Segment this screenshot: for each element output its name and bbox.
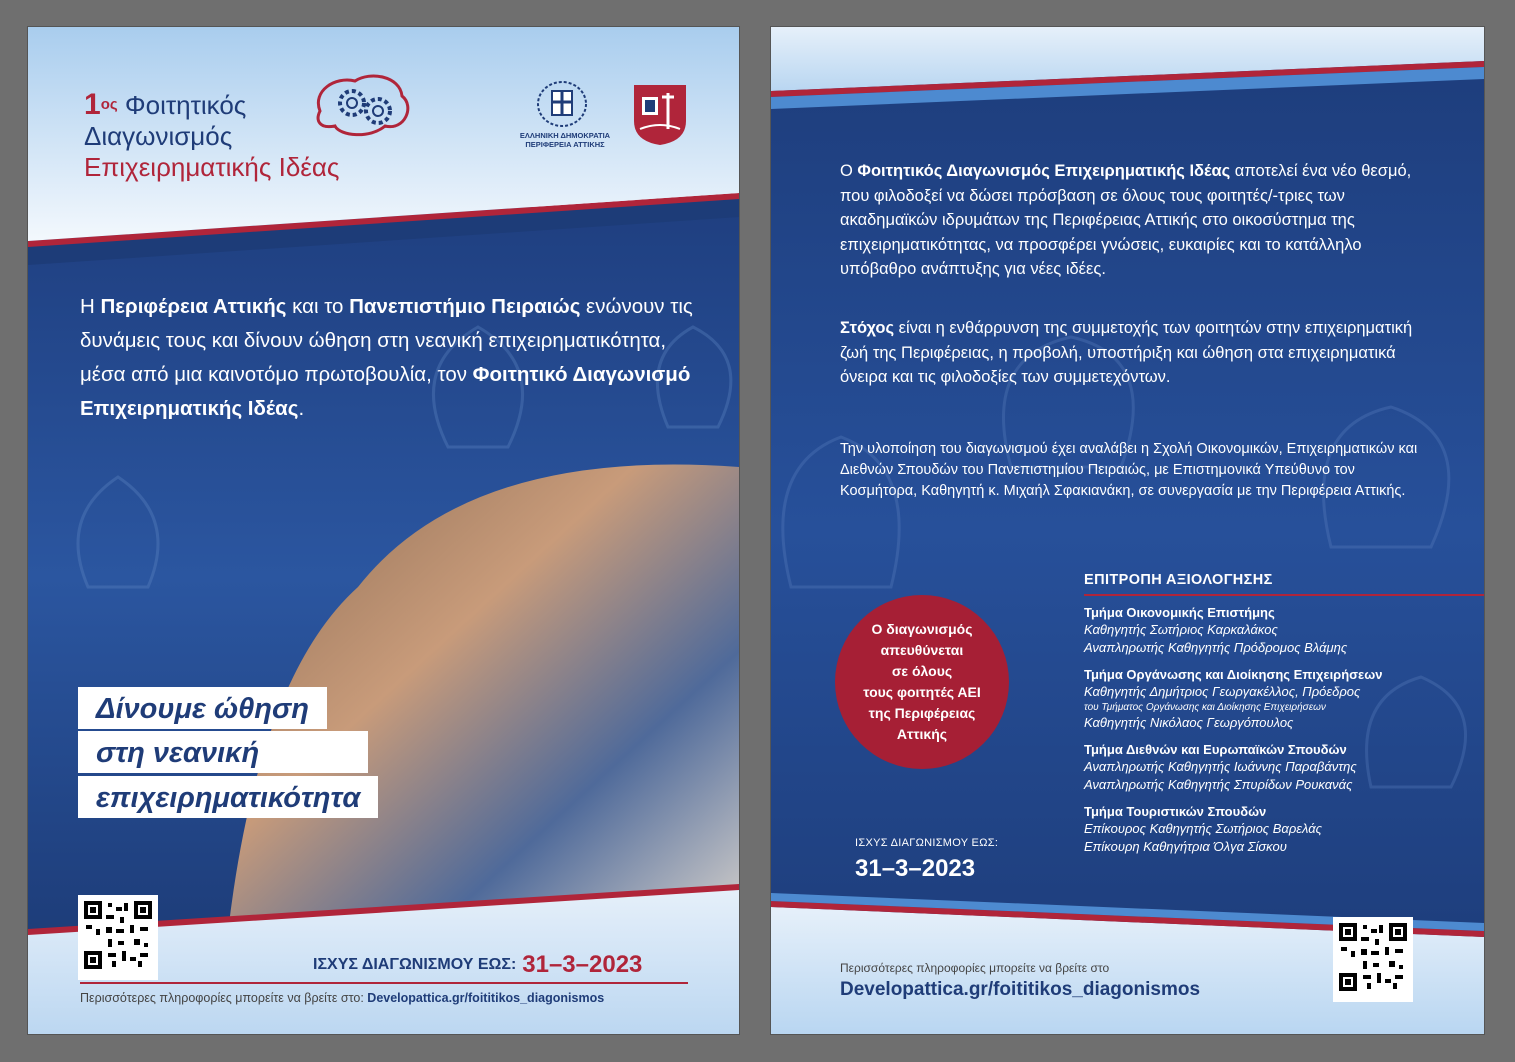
committee-member: Αναπληρωτής Καθηγητής Ιωάννης Παραβάντης bbox=[1084, 759, 1357, 774]
committee-member: Καθηγητής Δημήτριος Γεωργακέλλος, Πρόεδρος bbox=[1084, 684, 1361, 699]
intro-text-3: ενώνουν τις δυνάμεις τους και δίνουν ώθηση στη νεανική επιχειρηματικότητα, μέσα από μια καινοτόμο πρωτοβουλία, τον bbox=[80, 295, 693, 386]
qr-code-icon[interactable] bbox=[78, 895, 158, 980]
intro-bold-university: Πανεπιστήμιο Πειραιώς bbox=[349, 295, 581, 318]
description-paragraph bbox=[840, 159, 1420, 282]
implementation-paragraph: Την υλοποίηση του διαγωνισμού έχει αναλάβει η Σχολή Οικονομικών, Επιχειρηματικών και Διεθνών Σπουδών του Πανεπιστημίου Πειραιώς, με Επιστημονικά Υπεύθυνο τον Κοσμήτορα, Καθηγητή κ. Μιχαήλ Σφακιανάκη, σε συνεργασία με την Περιφέρεια Αττικής. bbox=[840, 441, 1418, 499]
slogan-line-1: Δίνουμε ώθηση bbox=[78, 687, 327, 729]
validity-date: 31–3–2023 bbox=[522, 951, 643, 978]
title-line-3: Επιχειρηματικής Ιδέας bbox=[84, 152, 340, 182]
title-line-1: Φοιτητικός bbox=[117, 90, 247, 120]
goal-paragraph bbox=[840, 316, 1420, 390]
brain-gears-icon bbox=[310, 71, 415, 141]
more-info-label: Περισσότερες πληροφορίες μπορείτε να βρείτε στο: bbox=[80, 991, 368, 1005]
committee-member-note: του Τμήματος Οργάνωσης και Διοίκησης Επιχειρήσεων bbox=[1084, 702, 1326, 713]
slogan-line-3: επιχειρηματικότητα bbox=[78, 776, 378, 818]
audience-line-5: της Περιφέρειας bbox=[868, 705, 976, 721]
audience-line-3: σε όλους bbox=[891, 663, 953, 679]
validity-label-text: ΙΣΧΥΣ ΔΙΑΓΩΝΙΣΜΟΥ ΕΩΣ: bbox=[313, 956, 517, 973]
committee-divider bbox=[1084, 594, 1484, 596]
committee-member: Επίκουρος Καθηγητής Σωτήριος Βαρελάς bbox=[1084, 821, 1322, 836]
department-name: Τμήμα Οργάνωσης και Διοίκησης Επιχειρήσεων bbox=[1084, 667, 1383, 682]
qr-code-graphic bbox=[84, 901, 152, 969]
title-line-2: Διαγωνισμός bbox=[84, 121, 233, 151]
goal-text: είναι η ενθάρρυνση της συμμετοχής των φοιτητών στην επιχειρηματική ζωή της Περιφέρειας, η προβολή, υποστήριξη και ώθηση στα επιχειρηματικά όνειρα και τις φιλοδοξίες των συμμετεχόντων. bbox=[840, 319, 1413, 386]
crest-caption-line-1: ΕΛΛΗΝΙΚΗ ΔΗΜΟΚΡΑΤΙΑ bbox=[519, 131, 611, 140]
committee-title: ΕΠΙΤΡΟΠΗ ΑΞΙΟΛΟΓΗΣΗΣ bbox=[1084, 572, 1273, 588]
committee-member: Καθηγητής Σωτήριος Καρκαλάκος bbox=[1084, 622, 1278, 637]
poster-front-page bbox=[28, 27, 739, 1034]
validity-date-back: 31–3–2023 bbox=[855, 855, 976, 882]
greek-crest-icon bbox=[532, 79, 592, 129]
intro-bold-region: Περιφέρεια Αττικής bbox=[100, 295, 287, 318]
committee-member: Αναπληρωτής Καθηγητής Σπυρίδων Ρουκανάς bbox=[1084, 777, 1353, 792]
slogan-line-2: στη νεανική bbox=[78, 731, 368, 773]
title-number: 1 bbox=[84, 88, 101, 121]
intro-paragraph bbox=[80, 290, 700, 426]
more-info bbox=[80, 991, 604, 1005]
intro-text-1: Η bbox=[80, 295, 101, 318]
committee-member: Επίκουρη Καθηγήτρια Όλγα Σίσκου bbox=[1084, 839, 1287, 854]
more-info-back-label: Περισσότερες πληροφορίες μπορείτε να βρείτε στο bbox=[840, 961, 1110, 975]
audience-line-1: Ο διαγωνισμός bbox=[871, 621, 973, 637]
audience-line-6: Αττικής bbox=[896, 726, 948, 742]
crest-caption-line-2: ΠΕΡΙΦΕΡΕΙΑ ΑΤΤΙΚΗΣ bbox=[525, 140, 605, 149]
intro-text-4: . bbox=[298, 397, 305, 420]
evaluation-committee bbox=[1084, 572, 1484, 856]
qr-code-icon[interactable] bbox=[1333, 917, 1413, 1002]
contest-title bbox=[84, 89, 339, 183]
crest-caption bbox=[510, 131, 620, 149]
goal-bold: Στόχος bbox=[840, 319, 895, 337]
department-name: Τμήμα Τουριστικών Σπουδών bbox=[1084, 804, 1267, 819]
desc-text-1: Ο bbox=[840, 162, 858, 180]
title-ordinal: ος bbox=[100, 96, 118, 113]
department-name: Τμήμα Διεθνών και Ευρωπαϊκών Σπουδών bbox=[1084, 742, 1347, 757]
validity-label bbox=[313, 951, 642, 979]
desc-text-2: αποτελεί ένα νέο θεσμό, που φιλοδοξεί να δώσει πρόσβαση σε όλους τους φοιτητές/-τριες των ακαδημαϊκών ιδρυμάτων της Περιφέρειας Αττικής στο οικοσύστημα της επιχειρηματικότητας, να προσφέρει γνώσεις, ευκαιρίες και το κατάλληλο υπόβαθρο ανάπτυξης για νέες ιδέες. bbox=[840, 162, 1412, 278]
audience-badge bbox=[835, 595, 1009, 769]
committee-member: Αναπληρωτής Καθηγητής Πρόδρομος Βλάμης bbox=[1084, 640, 1348, 655]
qr-code-graphic bbox=[1339, 923, 1407, 991]
desc-bold-contest: Φοιτητικός Διαγωνισμός Επιχειρηματικής Ιδέας bbox=[857, 162, 1231, 180]
intro-text-2: και το bbox=[286, 295, 350, 318]
university-shield-icon bbox=[632, 83, 688, 147]
poster-back-page bbox=[771, 27, 1484, 1034]
more-info-url[interactable]: Developattica.gr/foititikos_diagonismos bbox=[367, 991, 605, 1005]
more-info-back-url[interactable]: Developattica.gr/foititikos_diagonismos bbox=[840, 979, 1201, 1000]
validity-label-back: ΙΣΧΥΣ ΔΙΑΓΩΝΙΣΜΟΥ ΕΩΣ: bbox=[855, 837, 999, 849]
divider-line bbox=[80, 982, 688, 984]
committee-member: Καθηγητής Νικόλαος Γεωργόπουλος bbox=[1084, 715, 1294, 730]
department-name: Τμήμα Οικονομικής Επιστήμης bbox=[1084, 605, 1275, 620]
audience-line-4: τους φοιτητές ΑΕΙ bbox=[863, 684, 981, 700]
intro-bold-contest: Φοιτητικό Διαγωνισμό Επιχειρηματικής Ιδέας bbox=[80, 363, 691, 420]
audience-line-2: απευθύνεται bbox=[880, 642, 964, 658]
